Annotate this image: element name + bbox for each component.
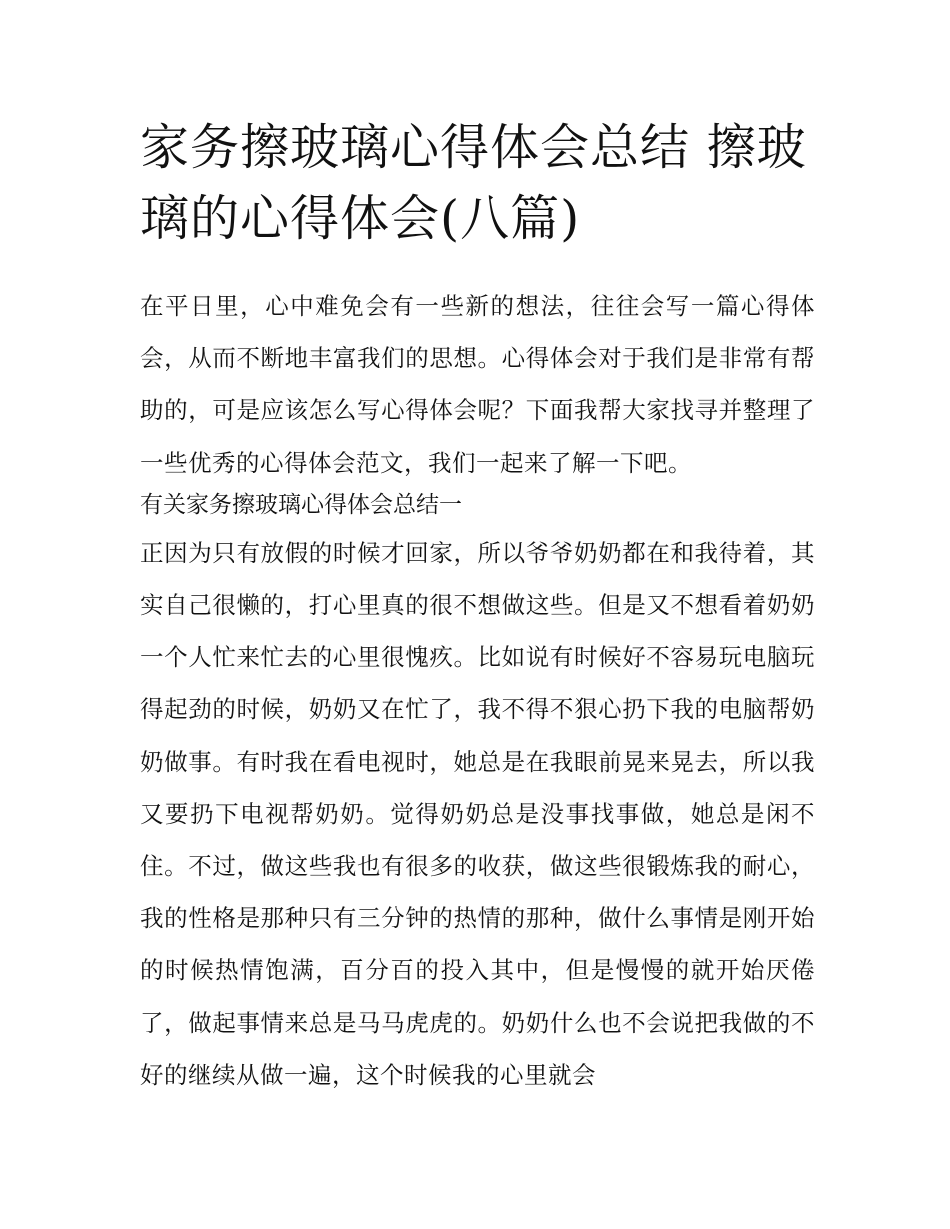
document-page — [140, 112, 815, 1101]
section-body-paragraph: 正因为只有放假的时候才回家，所以爷爷奶奶都在和我待着，其实自己很懒的，打心里真的很不想做这些。但是又不想看着奶奶一个人忙来忙去的心里很愧疚。比如说有时候好不容易玩电脑玩得起劲的时候，奶奶又在忙了，我不得不狠心扔下我的电脑帮奶奶做事。有时我在看电视时，她总是在我眼前晃来晃去，所以我又要扔下电视帮奶奶。觉得奶奶总是没事找事做，她总是闲不住。不过，做这些我也有很多的收获，做这些很锻炼我的耐心，我的性格是那种只有三分钟的热情的那种，做什么事情是刚开始的时候热情饱满，百分百的投入其中，但是慢慢的就开始厌倦了，做起事情来总是马马虎虎的。奶奶什么也不会说把我做的不好的继续从做一遍，这个时候我的心里就会 — [140, 538, 815, 1089]
intro-paragraph: 在平日里，心中难免会有一些新的想法，往往会写一篇心得体会，从而不断地丰富我们的思想。心得体会对于我们是非常有帮助的，可是应该怎么写心得体会呢？下面我帮大家找寻并整理了一些优秀的心得体会范文，我们一起来了解一下吧。 — [140, 292, 815, 477]
section-heading: 有关家务擦玻璃心得体会总结一 — [140, 491, 462, 518]
document-title: 家务擦玻璃心得体会总结 擦玻璃的心得体会(八篇) — [140, 119, 807, 247]
